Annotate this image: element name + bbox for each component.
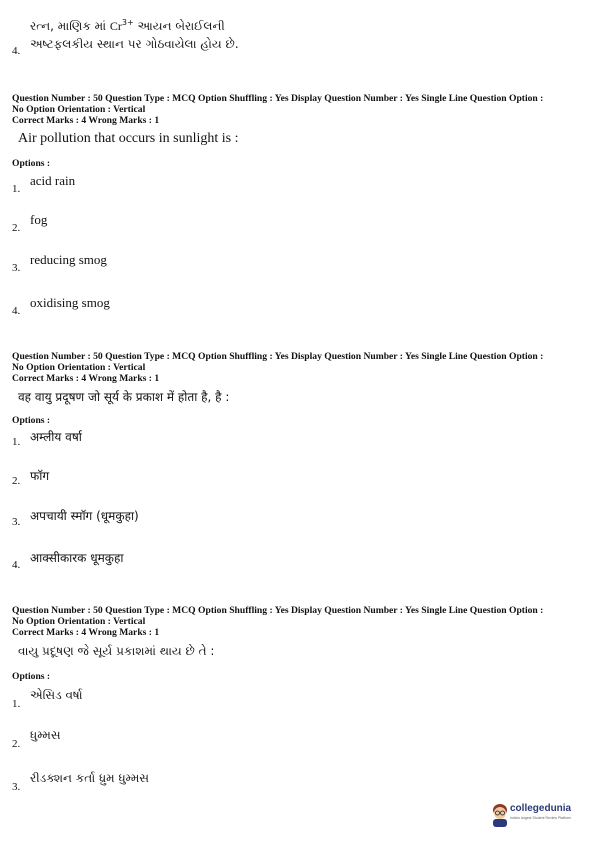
question-text-1: Air pollution that occurs in sunlight is :	[18, 131, 239, 146]
marks-line: Correct Marks : 4 Wrong Marks : 1	[12, 373, 160, 384]
meta-line2: No Option Orientation : Vertical	[12, 362, 146, 373]
option-text: ધુમ્મસ	[30, 728, 61, 742]
prev-option-text	[30, 14, 239, 53]
option-text: फॉग	[30, 469, 50, 483]
meta-line1: Question Number : 50 Question Type : MCQ Option Shuffling : Yes Display Question Number : Yes Single Line Question Option :	[12, 351, 544, 362]
option-text: રીડક્શન કર્તા ધ્રુમ ધુમ્મસ	[30, 771, 150, 785]
meta-line1: Question Number : 50 Question Type : MCQ Option Shuffling : Yes Display Question Number : Yes Single Line Question Option :	[12, 93, 544, 104]
question-text-3: વાયુ પ્રદૂષણ જે સૂર્ય પ્રકાશમાં થાય છે તે :	[18, 644, 215, 658]
option-number: 1.	[12, 698, 21, 710]
option-number: 2.	[12, 738, 21, 750]
prev-option-line1: રત્ન, માણિક માં	[30, 19, 107, 33]
meta-line1: Question Number : 50 Question Type : MCQ Option Shuffling : Yes Display Question Number : Yes Single Line Question Option :	[12, 605, 544, 616]
collegedunia-logo	[490, 800, 590, 832]
logo-name: collegedunia	[510, 803, 572, 814]
option-text: reducing smog	[30, 252, 107, 267]
cr-charge: 3+	[121, 18, 134, 27]
question-meta-2	[12, 351, 543, 384]
option-number: 4.	[12, 559, 21, 571]
option-text: आक्सीकारक धूमकुहा	[30, 551, 124, 565]
option-number: 2.	[12, 475, 21, 487]
options-label-3: Options :	[12, 671, 51, 682]
prev-option-number: 4.	[12, 45, 21, 57]
marks-line: Correct Marks : 4 Wrong Marks : 1	[12, 627, 160, 638]
options-label-2: Options :	[12, 415, 51, 426]
option-number: 1.	[12, 183, 21, 195]
question-text-2: वह वायु प्रदूषण जो सूर्य के प्रकाश में होता है, है :	[18, 390, 230, 404]
option-text: अम्लीय वर्षा	[30, 430, 82, 444]
option-text: fog	[30, 212, 48, 227]
cr-symbol: Cr	[109, 19, 122, 33]
prev-option-line2: અષ્ટફલકીય સ્થાન પર ગોઠવાયેલા હોય છે.	[30, 37, 239, 51]
option-number: 4.	[12, 305, 21, 317]
mascot-icon	[490, 802, 510, 828]
option-text: अपचायी स्मॉग (धूमकुहा)	[30, 509, 139, 523]
marks-line: Correct Marks : 4 Wrong Marks : 1	[12, 115, 160, 126]
prev-option-line1-rest: આયન બેરાઈલની	[137, 19, 225, 33]
question-meta-1	[12, 93, 543, 126]
option-number: 2.	[12, 222, 21, 234]
option-number: 3.	[12, 262, 21, 274]
options-label-1: Options :	[12, 158, 51, 169]
option-text: oxidising smog	[30, 295, 110, 310]
option-text: acid rain	[30, 173, 76, 188]
question-meta-3	[12, 605, 543, 638]
meta-line2: No Option Orientation : Vertical	[12, 616, 146, 627]
option-text: એસિડ વર્ષા	[30, 688, 83, 702]
option-number: 3.	[12, 516, 21, 528]
option-number: 1.	[12, 436, 21, 448]
meta-line2: No Option Orientation : Vertical	[12, 104, 146, 115]
option-number: 3.	[12, 781, 21, 793]
logo-tagline: India's largest Student Review Platform	[510, 816, 571, 820]
